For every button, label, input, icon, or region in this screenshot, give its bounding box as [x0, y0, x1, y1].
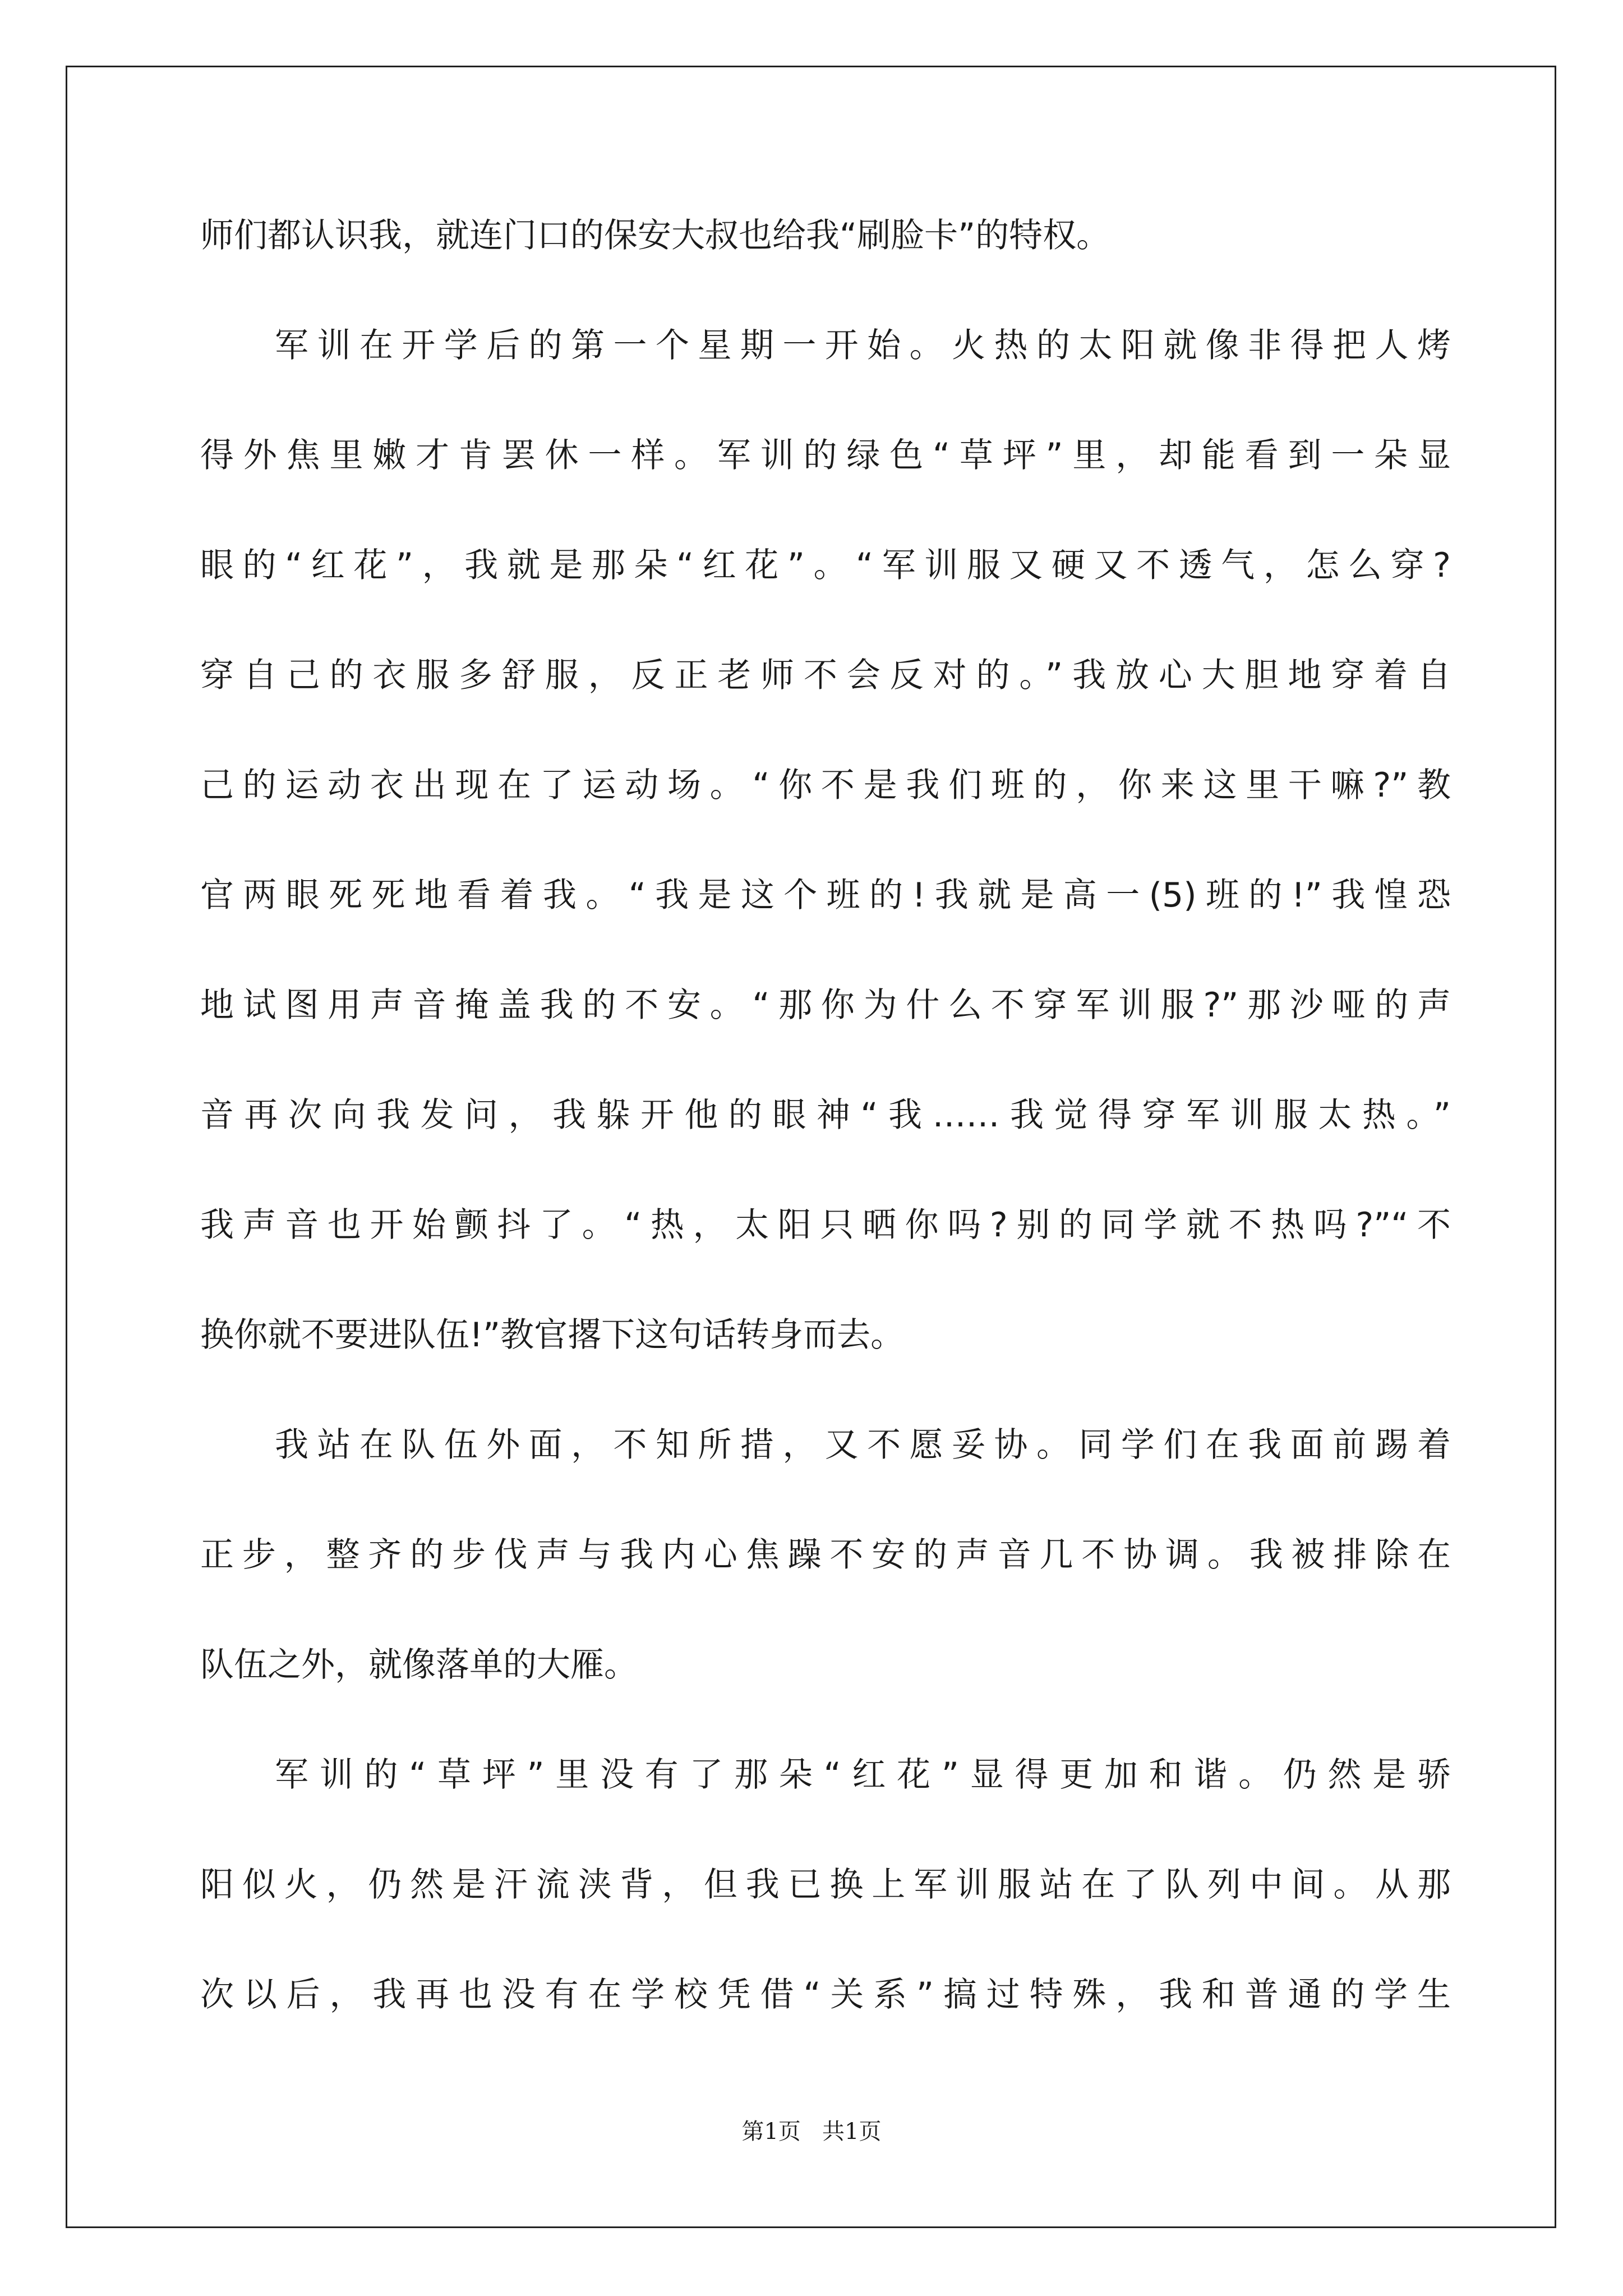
text-line: 次以后，我再也没有在学校凭借“关系”搞过特殊，我和普通的学生	[200, 1975, 1451, 2014]
page-footer: 第1页 共1页	[741, 2119, 882, 2145]
text-line: 己的运动衣出现在了运动场。“你不是我们班的，你来这里干嘛?”教	[200, 766, 1451, 805]
text-line: 队伍之外，就像落单的大雁。	[200, 1645, 638, 1685]
text-line: 得外焦里嫩才肯罢休一样。军训的绿色“草坪”里，却能看到一朵显	[200, 436, 1451, 475]
text-line: 我声音也开始颤抖了。“热，太阳只晒你吗?别的同学就不热吗?”“不	[200, 1205, 1451, 1245]
text-line: 官两眼死死地看着我。“我是这个班的!我就是高一(5)班的!”我惶恐	[200, 876, 1451, 915]
text-line: 阳似火，仍然是汗流浃背，但我已换上军训服站在了队列中间。从那	[200, 1865, 1451, 1904]
text-line: 地试图用声音掩盖我的不安。“那你为什么不穿军训服?”那沙哑的声	[200, 986, 1451, 1025]
text-line: 音再次向我发问，我躲开他的眼神“我……我觉得穿军训服太热。”	[200, 1096, 1451, 1135]
text-line: 师们都认识我，就连门口的保安大叔也给我“刷脸卡”的特权。	[200, 216, 1110, 255]
text-line: 眼的“红花”，我就是那朵“红花”。“军训服又硬又不透气，怎么穿?	[200, 546, 1451, 585]
text-line: 穿自己的衣服多舒服，反正老师不会反对的。”我放心大胆地穿着自	[200, 656, 1451, 695]
text-line: 换你就不要进队伍!”教官撂下这句话转身而去。	[200, 1315, 905, 1355]
text-line: 军训的“草坪”里没有了那朵“红花”显得更加和谐。仍然是骄	[275, 1755, 1451, 1795]
document-body	[200, 208, 1451, 2077]
text-line: 军训在开学后的第一个星期一开始。火热的太阳就像非得把人烤	[275, 326, 1451, 365]
text-line: 正步，整齐的步伐声与我内心焦躁不安的声音几不协调。我被排除在	[200, 1535, 1451, 1575]
text-line: 我站在队伍外面，不知所措，又不愿妥协。同学们在我面前踢着	[275, 1425, 1451, 1465]
